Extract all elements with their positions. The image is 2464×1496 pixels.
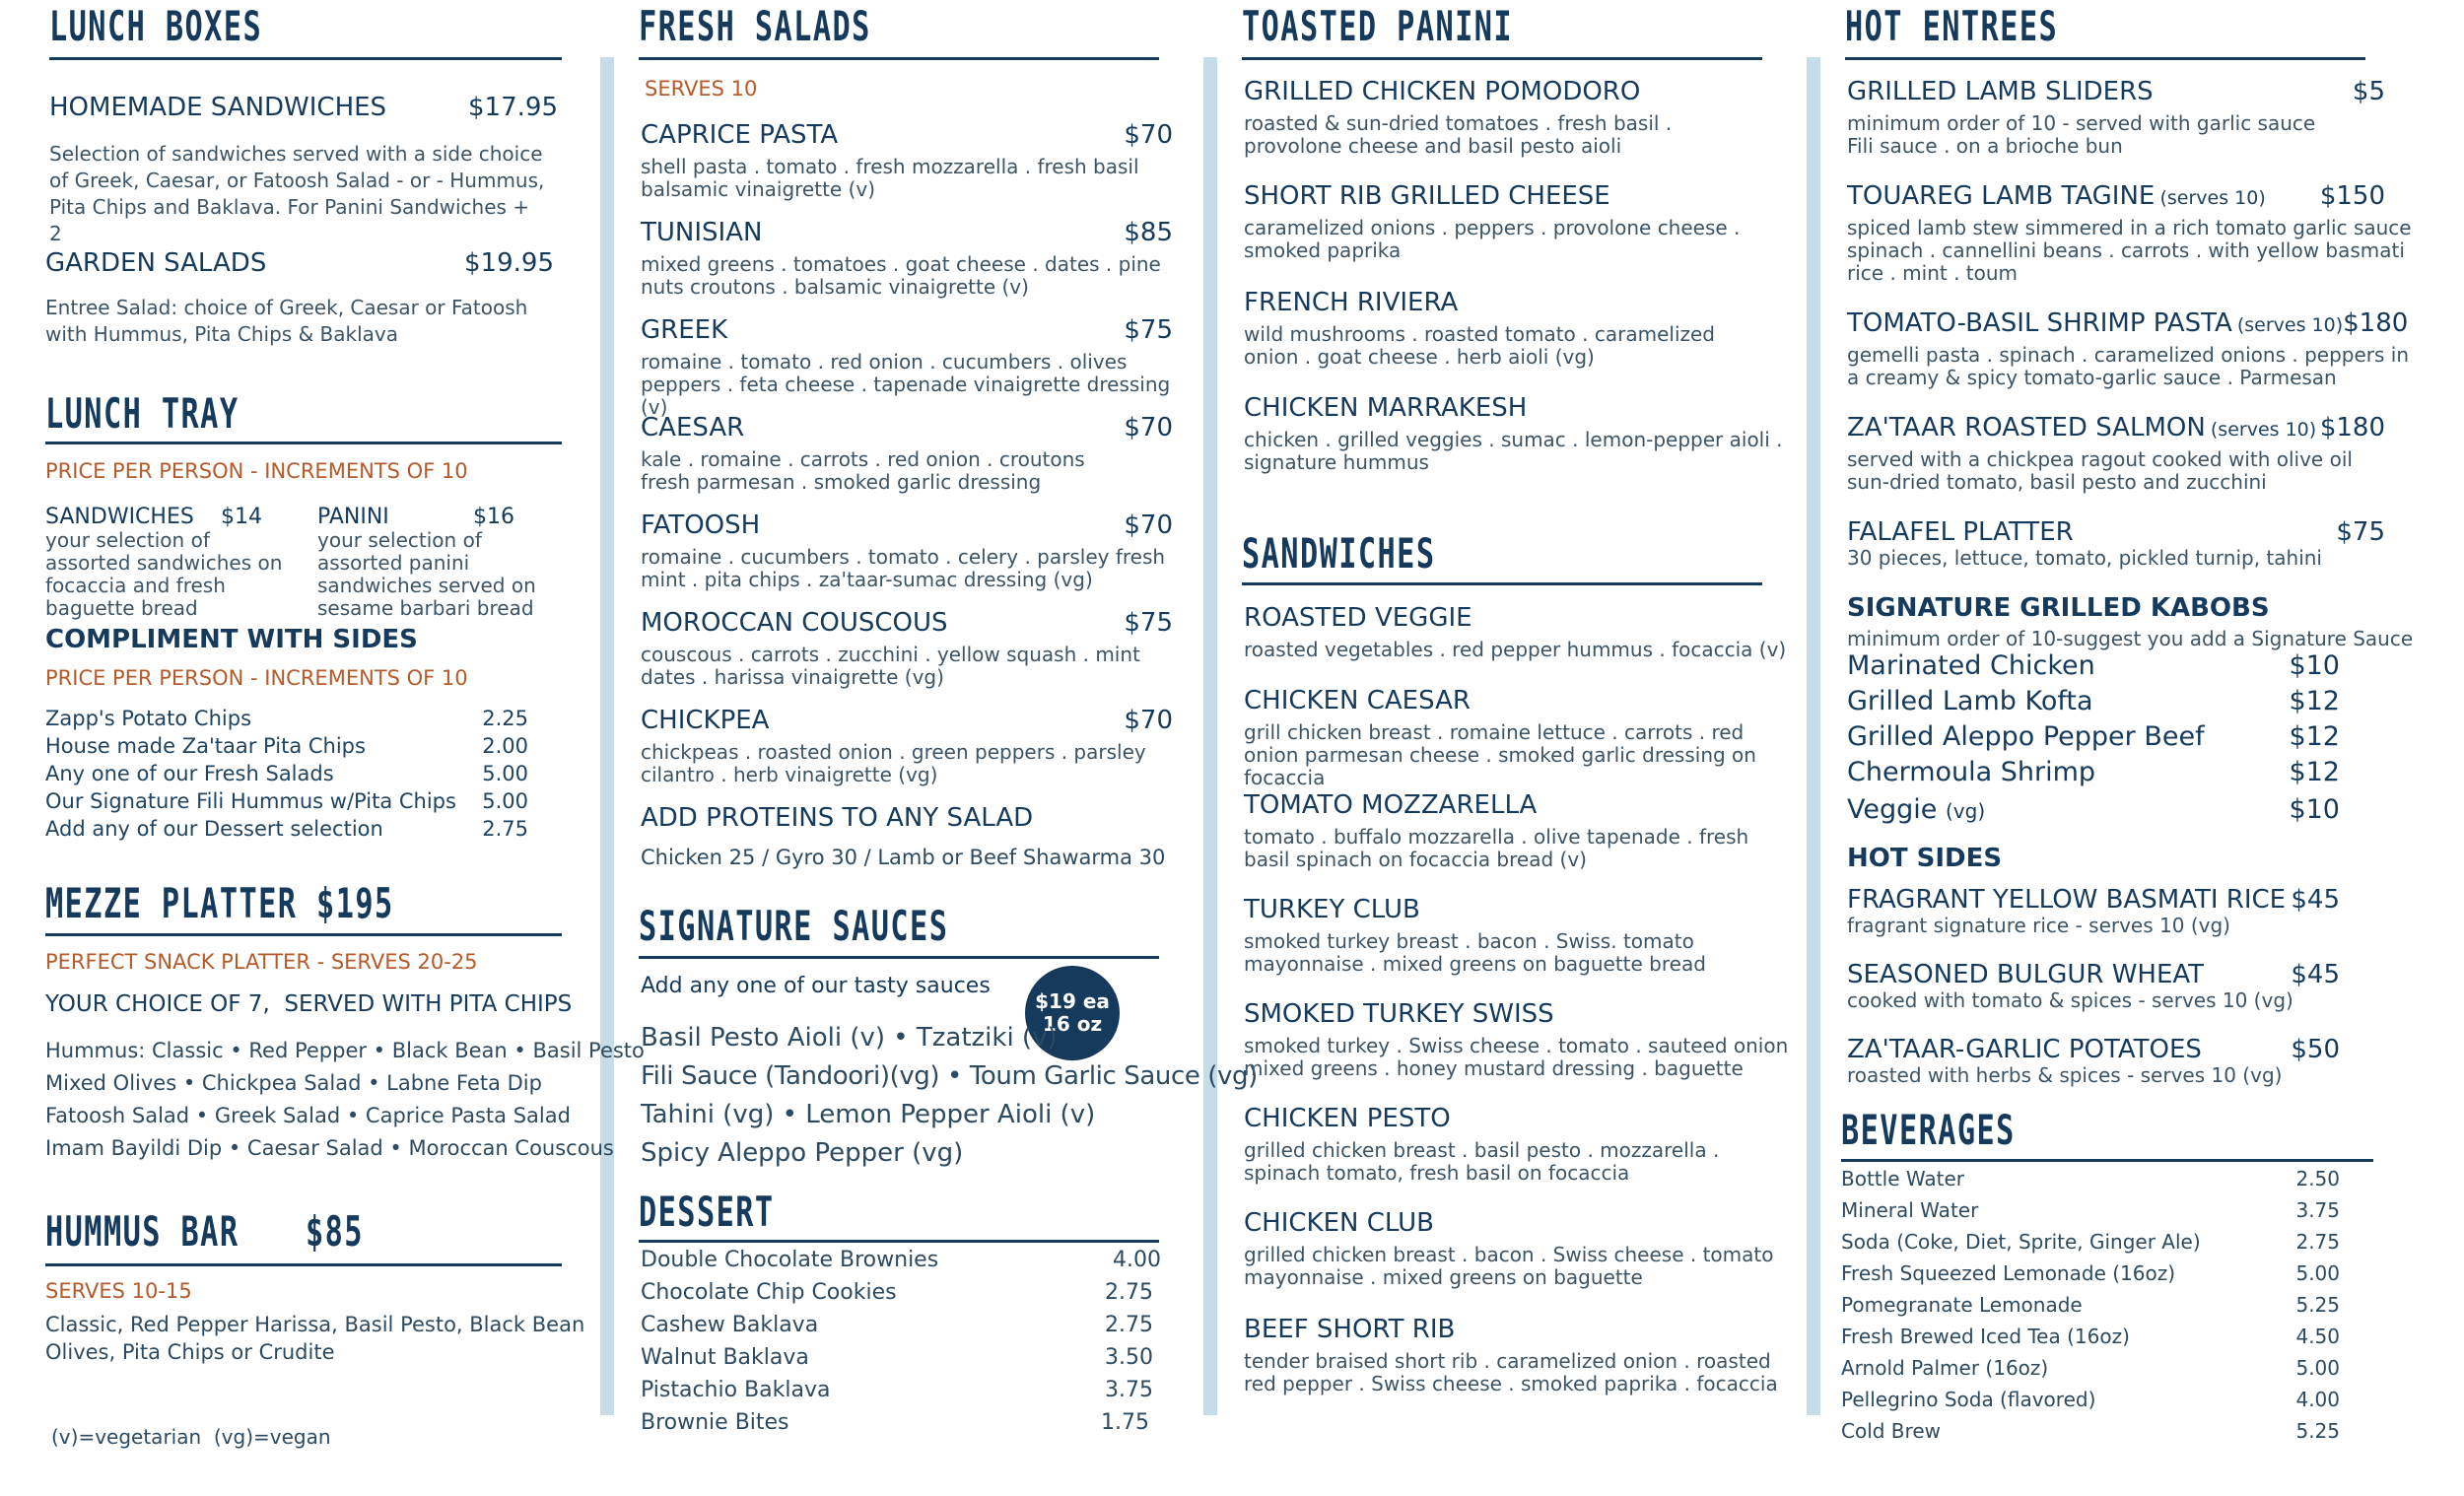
lunch-box-item	[49, 93, 558, 122]
beverage-row	[1841, 1293, 2340, 1317]
item-price: $150	[2319, 181, 2385, 211]
mezze-choice: YOUR CHOICE OF 7, SERVED WITH PITA CHIPS	[45, 991, 573, 1017]
hot-side-item	[1847, 1035, 2340, 1064]
salad-item	[641, 510, 1173, 540]
item-name: TURKEY CLUB	[1244, 895, 1420, 924]
beverage-row	[1841, 1198, 2340, 1222]
item-price: $45	[2291, 885, 2340, 915]
item-name: ZA'TAAR ROASTED SALMON	[1847, 413, 2206, 442]
item-description: tomato . buffalo mozzarella . olive tapenade . fresh basil spinach on focaccia bread (v)	[1244, 825, 1749, 871]
item-price: $70	[1124, 413, 1173, 442]
item-price: $85	[1124, 218, 1173, 247]
item-description: roasted with herbs & spices - serves 10 (vg)	[1847, 1063, 2283, 1087]
item-price: $70	[1124, 510, 1173, 540]
lunch-tray-note: PRICE PER PERSON - INCREMENTS OF 10	[45, 459, 468, 483]
kabob-row	[1847, 686, 2340, 716]
item-name: SMOKED TURKEY SWISS	[1244, 999, 1554, 1029]
tray-option-desc: your selection of assorted panini sandwiches served on sesame barbari bread	[317, 528, 536, 620]
item-description: wild mushrooms . roasted tomato . caramelized onion . goat cheese . herb aioli (vg)	[1244, 322, 1715, 369]
item-description: grilled chicken breast . basil pesto . mozzarella . spinach tomato, fresh basil on focaccia	[1244, 1138, 1720, 1185]
kabob-name: Marinated Chicken	[1847, 650, 2095, 681]
mezze-line: Hummus: Classic • Red Pepper • Black Bean • Basil Pesto	[45, 1039, 645, 1062]
dessert-price: 3.75	[1105, 1378, 1153, 1402]
column-divider-2	[1203, 57, 1217, 1415]
beverage-price: 5.00	[2295, 1261, 2340, 1285]
item-serves: (serves 10)	[2236, 314, 2344, 336]
beverage-price: 3.75	[2295, 1198, 2340, 1222]
dessert-name: Brownie Bites	[641, 1410, 789, 1435]
sauce-line: Tahini (vg) • Lemon Pepper Aioli (v)	[641, 1100, 1096, 1129]
item-description: spiced lamb stew simmered in a rich tomato garlic sauce spinach . cannellini beans . carrots . with yellow basmati rice . mint . toum	[1847, 216, 2412, 285]
sauces-rule	[639, 956, 1159, 959]
beverage-price: 4.50	[2295, 1325, 2340, 1348]
item-price: $75	[2336, 517, 2385, 547]
beverage-row	[1841, 1230, 2340, 1254]
item-description: couscous . carrots . zucchini . yellow squash . mint dates . harissa vinaigrette (vg)	[641, 643, 1140, 689]
kabob-name: Chermoula Shrimp	[1847, 757, 2096, 787]
item-price: $180	[2319, 413, 2385, 442]
beverage-price: 5.25	[2295, 1293, 2340, 1317]
item-price: $17.95	[468, 93, 558, 122]
proteins-list: Chicken 25 / Gyro 30 / Lamb or Beef Shawarma 30	[641, 846, 1166, 869]
hummus-bar-line: Classic, Red Pepper Harissa, Basil Pesto, Black Bean	[45, 1313, 585, 1336]
item-description: shell pasta . tomato . fresh mozzarella . fresh basil balsamic vinaigrette (v)	[641, 155, 1139, 201]
kabob-price: $12	[2289, 757, 2340, 787]
beverage-name: Cold Brew	[1841, 1419, 1941, 1443]
beverage-row	[1841, 1388, 2340, 1411]
beverage-price: 2.50	[2295, 1167, 2340, 1190]
beverage-price: 4.00	[2295, 1388, 2340, 1411]
entree-item	[1847, 181, 2385, 211]
item-name: CHICKEN CAESAR	[1244, 686, 1471, 715]
salad-item	[641, 413, 1173, 442]
lunch-boxes-heading: LUNCH BOXES	[49, 2, 263, 50]
side-row	[45, 707, 528, 730]
dessert-row	[641, 1345, 1153, 1370]
item-description: grill chicken breast . romaine lettuce . carrots . red onion parmesan cheese . smoked garlic dressing on focaccia	[1244, 720, 1756, 789]
beverage-name: Fresh Squeezed Lemonade (16oz)	[1841, 1261, 2176, 1285]
item-name: TOMATO MOZZARELLA	[1244, 790, 1538, 820]
salad-item	[641, 706, 1173, 735]
hummus-bar-price: $85	[306, 1207, 364, 1256]
side-name: Zapp's Potato Chips	[45, 707, 252, 730]
item-name: CAPRICE PASTA	[641, 120, 839, 150]
hummus-bar-line: Olives, Pita Chips or Crudite	[45, 1340, 335, 1364]
hummus-bar-note: SERVES 10-15	[45, 1279, 192, 1303]
tray-option-price: $16	[473, 505, 514, 529]
beverage-row	[1841, 1419, 2340, 1443]
salad-item	[641, 608, 1173, 638]
tray-option-name: SANDWICHES	[45, 505, 194, 529]
kabob-tag: (vg)	[1945, 799, 1986, 823]
kabob-row	[1847, 794, 2340, 825]
kabob-price: $12	[2289, 686, 2340, 716]
item-price: $70	[1124, 706, 1173, 735]
side-name: House made Za'taar Pita Chips	[45, 734, 366, 758]
sauces-heading: SIGNATURE SAUCES	[639, 902, 949, 950]
side-price: 5.00	[482, 789, 528, 813]
sides-heading: COMPLIMENT WITH SIDES	[45, 625, 418, 654]
dessert-row	[641, 1378, 1153, 1402]
item-name: GREEK	[641, 315, 728, 345]
side-price: 2.75	[482, 817, 528, 841]
kabob-row	[1847, 757, 2340, 787]
item-name: FRAGRANT YELLOW BASMATI RICE	[1847, 885, 2287, 915]
tray-option-name: PANINI	[317, 505, 389, 529]
hot-sides-heading: HOT SIDES	[1847, 844, 2003, 873]
beverages-rule	[1841, 1159, 2373, 1162]
item-description: smoked turkey breast . bacon . Swiss. tomato mayonnaise . mixed greens on baguette bread	[1244, 929, 1706, 976]
item-description: roasted & sun-dried tomatoes . fresh basil . provolone cheese and basil pesto aioli	[1244, 111, 1673, 158]
side-row	[45, 762, 528, 785]
item-name: ROASTED VEGGIE	[1244, 603, 1472, 633]
item-description: romaine . cucumbers . tomato . celery . parsley fresh mint . pita chips . za'taar-sumac dressing (vg)	[641, 545, 1166, 591]
beverage-name: Pellegrino Soda (flavored)	[1841, 1388, 2096, 1411]
item-name: FALAFEL PLATTER	[1847, 517, 2074, 547]
entrees-rule	[1845, 57, 2365, 60]
kabob-name: Grilled Lamb Kofta	[1847, 686, 2093, 716]
kabobs-heading: SIGNATURE GRILLED KABOBS	[1847, 593, 2270, 623]
item-name: CHICKEN PESTO	[1244, 1104, 1451, 1133]
item-serves: (serves 10)	[2210, 419, 2317, 441]
item-name: MOROCCAN COUSCOUS	[641, 608, 948, 638]
side-name: Add any of our Dessert selection	[45, 817, 383, 841]
side-row	[45, 734, 528, 758]
mezze-note: PERFECT SNACK PLATTER - SERVES 20-25	[45, 950, 478, 974]
beverage-row	[1841, 1325, 2340, 1348]
item-name: TOMATO-BASIL SHRIMP PASTA	[1847, 308, 2232, 338]
side-price: 5.00	[482, 762, 528, 785]
panini-rule	[1242, 57, 1762, 60]
item-description: cooked with tomato & spices - serves 10 (vg)	[1847, 988, 2293, 1012]
entree-item	[1847, 308, 2409, 338]
dessert-price: 1.75	[1101, 1410, 1149, 1435]
item-description: gemelli pasta . spinach . caramelized onions . peppers in a creamy & spicy tomato-garlic sauce . Parmesan	[1847, 343, 2409, 389]
salads-rule	[639, 57, 1159, 60]
mezze-line: Mixed Olives • Chickpea Salad • Labne Feta Dip	[45, 1071, 542, 1095]
side-name: Our Signature Fili Hummus w/Pita Chips	[45, 789, 456, 813]
lunch-boxes-rule	[49, 57, 562, 60]
dessert-price: 3.50	[1105, 1345, 1153, 1370]
badge-size: 16 oz	[1042, 1012, 1103, 1036]
beverage-row	[1841, 1261, 2340, 1285]
dessert-price: 2.75	[1105, 1313, 1153, 1337]
kabob-price: $12	[2289, 721, 2340, 752]
sauce-line: Spicy Aleppo Pepper (vg)	[641, 1138, 964, 1168]
item-description: chickpeas . roasted onion . green peppers . parsley cilantro . herb vinaigrette (vg)	[641, 740, 1146, 786]
item-name: HOMEMADE SANDWICHES	[49, 93, 387, 122]
kabobs-note: minimum order of 10-suggest you add a Signature Sauce	[1847, 627, 2414, 650]
item-description: grilled chicken breast . bacon . Swiss cheese . tomato mayonnaise . mixed greens on baguette	[1244, 1243, 1774, 1289]
dessert-row	[641, 1313, 1153, 1337]
kabob-row	[1847, 721, 2340, 752]
item-name: FATOOSH	[641, 510, 761, 540]
mezze-line: Imam Bayildi Dip • Caesar Salad • Moroccan Couscous	[45, 1136, 614, 1160]
item-serves: (serves 10)	[2159, 187, 2266, 209]
salads-heading: FRESH SALADS	[639, 2, 871, 50]
entree-item	[1847, 413, 2385, 442]
item-description: chicken . grilled veggies . sumac . lemon-pepper aioli . signature hummus	[1244, 428, 1783, 474]
sandwiches-heading: SANDWICHES	[1242, 529, 1436, 578]
beverage-name: Pomegranate Lemonade	[1841, 1293, 2083, 1317]
side-name: Any one of our Fresh Salads	[45, 762, 334, 785]
dessert-price: 2.75	[1105, 1280, 1153, 1305]
dessert-name: Cashew Baklava	[641, 1313, 819, 1337]
beverage-name: Bottle Water	[1841, 1167, 1964, 1190]
sauce-line: Basil Pesto Aioli (v) • Tzatziki (v)	[641, 1023, 1058, 1053]
badge-price: $19 ea	[1035, 989, 1110, 1013]
item-name: TUNISIAN	[641, 218, 763, 247]
item-description: kale . romaine . carrots . red onion . croutons fresh parmesan . smoked garlic dressing	[641, 447, 1085, 494]
item-name: TOUAREG LAMB TAGINE	[1847, 181, 2156, 211]
beverage-name: Mineral Water	[1841, 1198, 1979, 1222]
item-name: CHICKEN MARRAKESH	[1244, 393, 1528, 423]
kabob-price: $10	[2289, 650, 2340, 681]
item-description: Entree Salad: choice of Greek, Caesar or Fatoosh with Hummus, Pita Chips & Baklava	[45, 296, 528, 346]
item-name: CHICKEN CLUB	[1244, 1208, 1434, 1238]
dessert-name: Walnut Baklava	[641, 1345, 809, 1370]
column-divider-1	[600, 57, 614, 1415]
side-price: 2.25	[482, 707, 528, 730]
item-name: SHORT RIB GRILLED CHEESE	[1244, 181, 1610, 211]
hot-side-item	[1847, 885, 2340, 915]
item-description: caramelized onions . peppers . provolone cheese . smoked paprika	[1244, 216, 1741, 262]
sandwiches-rule	[1242, 582, 1762, 585]
item-description: tender braised short rib . caramelized onion . roasted red pepper . Swiss cheese . smoked paprika . focaccia	[1244, 1349, 1778, 1395]
beverage-row	[1841, 1356, 2340, 1380]
kabob-name: Veggie	[1847, 794, 1938, 825]
item-name: CAESAR	[641, 413, 745, 442]
item-description: smoked turkey . Swiss cheese . tomato . sauteed onion mixed greens . honey mustard dressing . baguette	[1244, 1034, 1789, 1080]
dessert-rule	[639, 1240, 1159, 1243]
beverage-name: Fresh Brewed Iced Tea (16oz)	[1841, 1325, 2130, 1348]
item-name: FRENCH RIVIERA	[1244, 288, 1459, 317]
tray-option-price: $14	[221, 505, 262, 529]
dessert-name: Chocolate Chip Cookies	[641, 1280, 897, 1305]
side-row	[45, 789, 528, 813]
column-divider-3	[1807, 57, 1820, 1415]
mezze-line: Fatoosh Salad • Greek Salad • Caprice Pasta Salad	[45, 1104, 571, 1127]
dessert-row	[641, 1410, 1149, 1435]
side-price: 2.00	[482, 734, 528, 758]
item-description: fragrant signature rice - serves 10 (vg)	[1847, 914, 2230, 937]
item-price: $180	[2343, 308, 2409, 338]
side-row	[45, 817, 528, 841]
item-name: GRILLED LAMB SLIDERS	[1847, 77, 2154, 106]
proteins-heading: ADD PROTEINS TO ANY SALAD	[641, 803, 1034, 833]
lunch-tray-heading: LUNCH TRAY	[45, 389, 240, 438]
sides-note: PRICE PER PERSON - INCREMENTS OF 10	[45, 666, 468, 690]
beverage-row	[1841, 1167, 2340, 1190]
lunch-tray-rule	[45, 442, 562, 444]
item-description: mixed greens . tomatoes . goat cheese . dates . pine nuts croutons . balsamic vinaigrette (v)	[641, 252, 1161, 299]
dessert-row	[641, 1248, 1161, 1272]
item-description: Selection of sandwiches served with a side choice of Greek, Caesar, or Fatoosh Salad - or - Hummus, Pita Chips and Baklava. For Panini Sandwiches + 2	[49, 142, 545, 245]
entree-item	[1847, 77, 2385, 106]
item-name: ZA'TAAR-GARLIC POTATOES	[1847, 1035, 2202, 1064]
item-price: $19.95	[464, 248, 554, 278]
kabob-row	[1847, 650, 2340, 681]
mezze-heading: MEZZE PLATTER $195	[45, 879, 394, 927]
beverage-price: 5.00	[2295, 1356, 2340, 1380]
diet-legend: (v)=vegetarian (vg)=vegan	[51, 1425, 331, 1449]
entree-item	[1847, 517, 2385, 547]
kabob-price: $10	[2289, 794, 2340, 825]
item-name: CHICKPEA	[641, 706, 770, 735]
item-description: 30 pieces, lettuce, tomato, pickled turnip, tahini	[1847, 546, 2322, 570]
item-description: minimum order of 10 - served with garlic sauce Fili sauce . on a brioche bun	[1847, 111, 2316, 158]
hot-side-item	[1847, 960, 2340, 989]
kabob-name: Grilled Aleppo Pepper Beef	[1847, 721, 2205, 752]
dessert-heading: DESSERT	[639, 1188, 775, 1236]
item-description: romaine . tomato . red onion . cucumbers . olives peppers . feta cheese . tapenade vinaigrette dressing (v)	[641, 350, 1171, 419]
item-name: GARDEN SALADS	[45, 248, 267, 278]
dessert-price: 4.00	[1113, 1248, 1161, 1272]
item-description: roasted vegetables . red pepper hummus . focaccia (v)	[1244, 638, 1787, 661]
salad-item	[641, 218, 1173, 247]
dessert-name: Double Chocolate Brownies	[641, 1248, 939, 1272]
item-price: $70	[1124, 120, 1173, 150]
item-price: $5	[2352, 77, 2385, 106]
tray-sandwiches	[45, 505, 297, 620]
salads-note: SERVES 10	[645, 77, 758, 101]
item-name: SEASONED BULGUR WHEAT	[1847, 960, 2205, 989]
item-name: BEEF SHORT RIB	[1244, 1315, 1456, 1344]
item-price: $75	[1124, 608, 1173, 638]
item-price: $50	[2291, 1035, 2340, 1064]
panini-heading: TOASTED PANINI	[1242, 2, 1514, 50]
hummus-bar-rule	[45, 1263, 562, 1266]
beverage-price: 2.75	[2295, 1230, 2340, 1254]
hummus-bar-heading: HUMMUS BAR	[45, 1207, 240, 1256]
entrees-heading: HOT ENTREES	[1845, 2, 2059, 50]
item-description: served with a chickpea ragout cooked with olive oil sun-dried tomato, basil pesto and zucchini	[1847, 447, 2353, 494]
beverage-name: Arnold Palmer (16oz)	[1841, 1356, 2049, 1380]
sauces-intro: Add any one of our tasty sauces	[641, 974, 991, 998]
dessert-row	[641, 1280, 1153, 1305]
sauce-line: Fili Sauce (Tandoori)(vg) • Toum Garlic Sauce (vg)	[641, 1061, 1258, 1091]
beverage-price: 5.25	[2295, 1419, 2340, 1443]
tray-panini	[317, 505, 569, 620]
mezze-rule	[45, 933, 562, 936]
item-name: GRILLED CHICKEN POMODORO	[1244, 77, 1641, 106]
item-price: $75	[1124, 315, 1173, 345]
tray-option-desc: your selection of assorted sandwiches on focaccia and fresh baguette bread	[45, 528, 283, 620]
item-price: $45	[2291, 960, 2340, 989]
beverages-heading: BEVERAGES	[1841, 1106, 2016, 1154]
salad-item	[641, 120, 1173, 150]
lunch-box-item	[45, 248, 554, 278]
dessert-name: Pistachio Baklava	[641, 1378, 831, 1402]
beverage-name: Soda (Coke, Diet, Sprite, Ginger Ale)	[1841, 1230, 2201, 1254]
salad-item	[641, 315, 1173, 345]
